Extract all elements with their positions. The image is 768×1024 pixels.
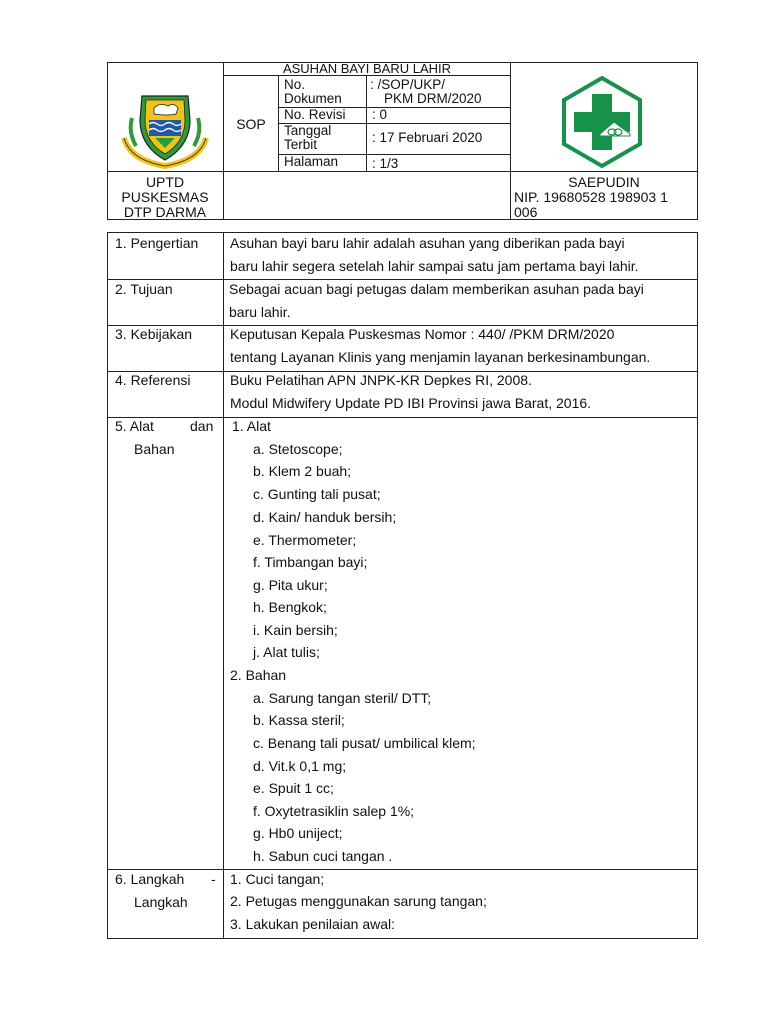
puskesmas-cross-icon	[556, 76, 648, 168]
section-label-kebijakan: 3. Kebijakan	[115, 326, 193, 342]
step-item: 1. Cuci tangan;	[230, 871, 325, 887]
tanggal-terbit-value: : 17 Februari 2020	[372, 130, 483, 145]
pengertian-text: baru lahir segera setelah lahir sampai satu jam pertama bayi lahir.	[230, 258, 639, 274]
signer-name: SAEPUDIN	[568, 174, 640, 190]
signer-nip: NIP. 19680528 198903 1	[514, 189, 668, 205]
list-item: c. Benang tali pusat/ umbilical klem;	[253, 735, 476, 751]
tujuan-text: Sebagai acuan bagi petugas dalam memberikan asuhan pada bayi	[229, 281, 644, 297]
list-item: a. Sarung tangan steril/ DTT;	[253, 690, 432, 706]
alat-heading: 1. Alat	[232, 418, 271, 434]
no-dokumen-label: No.	[284, 77, 306, 92]
list-item: c. Gunting tali pusat;	[253, 486, 381, 502]
section-label-referensi: 4. Referensi	[115, 372, 191, 388]
no-revisi-label: No. Revisi	[284, 107, 346, 122]
list-item: b. Klem 2 buah;	[253, 463, 352, 479]
halaman-label: Halaman	[284, 154, 339, 169]
list-item: h. Sabun cuci tangan .	[253, 848, 393, 864]
no-dokumen-value: : /SOP/UKP/	[370, 77, 446, 92]
regional-emblem-icon	[120, 90, 210, 170]
halaman-value: : 1/3	[372, 156, 399, 171]
section-label-alat-bahan: dan	[190, 418, 214, 434]
list-item: d. Kain/ handuk bersih;	[253, 509, 397, 525]
section-label-langkah: -	[211, 871, 216, 887]
pengertian-text: Asuhan bayi baru lahir adalah asuhan yang diberikan pada bayi	[230, 235, 625, 251]
section-label-tujuan: 2. Tujuan	[115, 281, 173, 297]
no-dokumen-value: PKM DRM/2020	[384, 91, 482, 106]
kebijakan-text: Keputusan Kepala Puskesmas Nomor : 440/ /PKM DRM/2020	[230, 326, 615, 342]
list-item: g. Hb0 uniject;	[253, 825, 343, 841]
no-dokumen-label: Dokumen	[284, 91, 342, 106]
signer-nip: 006	[514, 204, 538, 220]
sop-label: SOP	[236, 116, 266, 132]
referensi-text: Modul Midwifery Update PD IBI Provinsi jawa Barat, 2016.	[230, 395, 592, 411]
tujuan-text: baru lahir.	[229, 304, 291, 320]
list-item: f. Timbangan bayi;	[253, 554, 368, 570]
list-item: e. Spuit 1 cc;	[253, 780, 334, 796]
tanggal-terbit-label: Terbit	[284, 137, 318, 152]
tanggal-terbit-label: Tanggal	[284, 123, 332, 138]
section-label-pengertian: 1. Pengertian	[115, 235, 199, 251]
list-item: b. Kassa steril;	[253, 712, 345, 728]
section-label-alat-bahan: 5. Alat	[115, 418, 154, 434]
list-item: j. Alat tulis;	[253, 644, 320, 660]
organization-name: DTP DARMA	[123, 204, 207, 220]
kebijakan-text: tentang Layanan Klinis yang menjamin layanan berkesinambungan.	[230, 349, 651, 365]
list-item: h. Bengkok;	[253, 599, 327, 615]
list-item: e. Thermometer;	[253, 532, 357, 548]
list-item: d. Vit.k 0,1 mg;	[253, 758, 347, 774]
organization-name: UPTD	[145, 174, 185, 190]
section-label-langkah: 6. Langkah	[115, 871, 185, 887]
no-revisi-value: : 0	[372, 107, 388, 122]
document-title: ASUHAN BAYI BARU LAHIR	[282, 61, 452, 76]
organization-name: PUSKESMAS	[121, 189, 209, 205]
section-label-alat-bahan: Bahan	[134, 441, 175, 457]
list-item: f. Oxytetrasiklin salep 1%;	[253, 803, 415, 819]
referensi-text: Buku Pelatihan APN JNPK-KR Depkes RI, 2008.	[230, 372, 532, 388]
section-label-langkah: Langkah	[134, 894, 188, 910]
step-item: 2. Petugas menggunakan sarung tangan;	[230, 893, 487, 909]
bahan-heading: 2. Bahan	[230, 667, 287, 683]
list-item: g. Pita ukur;	[253, 577, 328, 593]
step-item: 3. Lakukan penilaian awal:	[230, 916, 396, 932]
list-item: i. Kain bersih;	[253, 622, 338, 638]
list-item: a. Stetoscope;	[253, 441, 343, 457]
